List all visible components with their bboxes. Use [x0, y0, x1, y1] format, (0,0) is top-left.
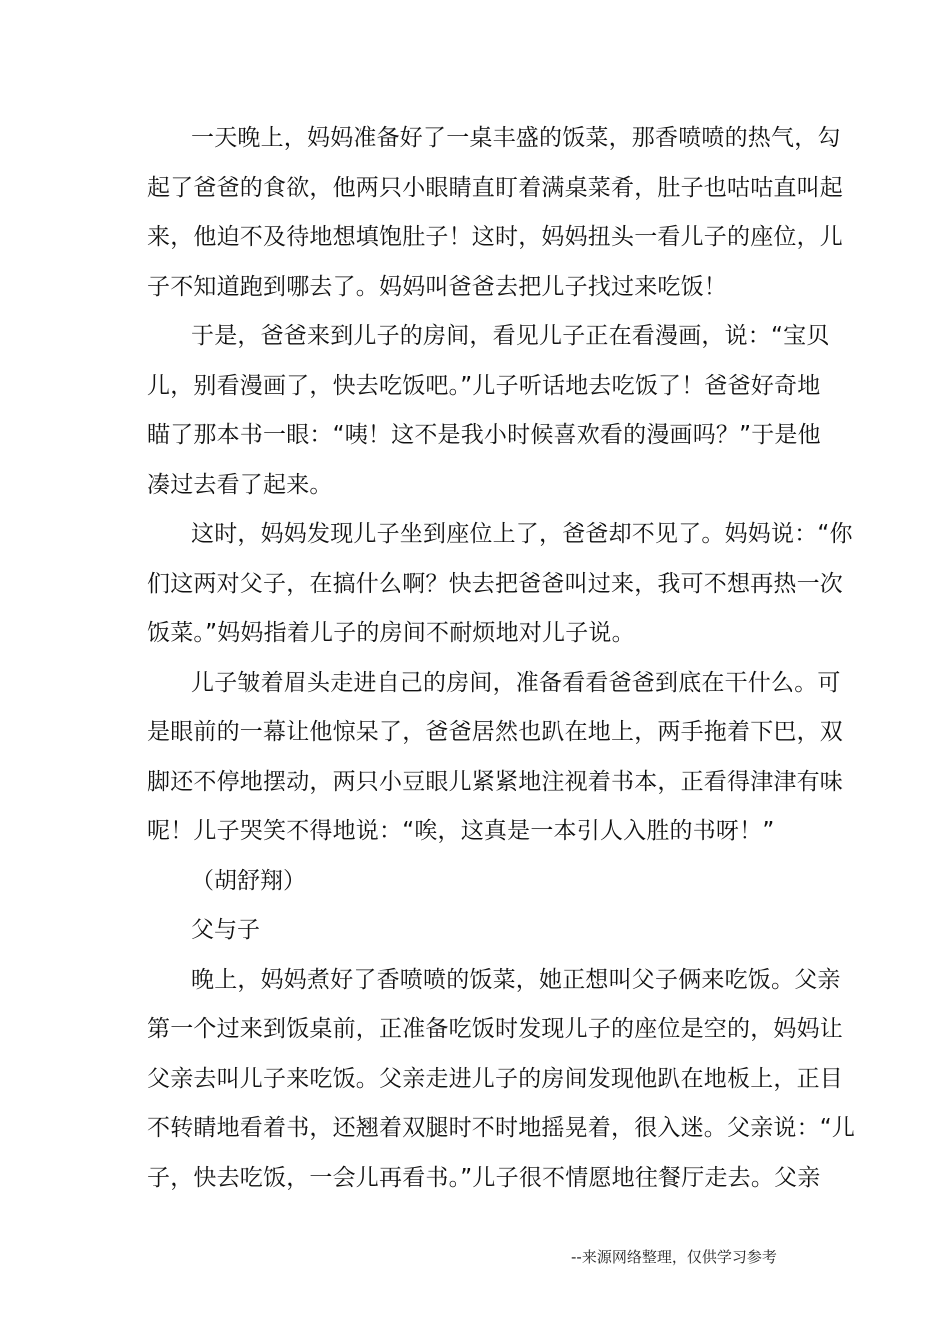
- text-line: 一天晚上，妈妈准备好了一桌丰盛的饭菜，那香喷喷的热气，勾: [191, 125, 841, 151]
- text-line: 呢！儿子哭笑不得地说：“唉，这真是一本引人入胜的书呀！”: [147, 818, 775, 844]
- text-line: 凑过去看了起来。: [147, 471, 333, 498]
- text-line: 第一个过来到饭桌前，正准备吃饭时发现儿子的座位是空的，妈妈让: [147, 1016, 843, 1042]
- text-line: 子，快去吃饭，一会儿再看书。”儿子很不情愿地往餐厅走去。父亲: [147, 1164, 821, 1191]
- text-line: 子不知道跑到哪去了。妈妈叫爸爸去把儿子找过来吃饭！: [147, 273, 727, 300]
- text-line: 们这两对父子，在搞什么啊？快去把爸爸叫过来，我可不想再热一次: [147, 570, 843, 597]
- text-line: 儿，别看漫画了，快去吃饭吧。”儿子听话地去吃饭了！爸爸好奇地: [147, 372, 821, 399]
- text-line: 这时，妈妈发现儿子坐到座位上了，爸爸却不见了。妈妈说：“你: [191, 521, 853, 547]
- paragraph-4: [147, 659, 843, 857]
- text-line: 脚还不停地摆动，两只小豆眼儿紧紧地注视着书本，正看得津津有味: [147, 768, 843, 795]
- text-line: 不转睛地看着书，还翘着双腿时不时地摇晃着，很入迷。父亲说：“儿: [147, 1115, 856, 1141]
- author-byline: （胡舒翔）: [191, 867, 306, 894]
- text-line: 晚上，妈妈煮好了香喷喷的饭菜，她正想叫父子俩来吃饭。父亲: [191, 966, 841, 993]
- document-body: [147, 114, 856, 1203]
- text-line: 于是，爸爸来到儿子的房间，看见儿子正在看漫画，说：“宝贝: [191, 323, 830, 349]
- text-line: 饭菜。”妈妈指着儿子的房间不耐烦地对儿子说。: [147, 620, 635, 646]
- section-title: 父与子: [191, 917, 260, 943]
- text-line: 瞄了那本书一眼：“咦！这不是我小时候喜欢看的漫画吗？”于是他: [147, 422, 821, 448]
- paragraph-2: [147, 312, 830, 510]
- text-line: 起了爸爸的食欲，他两只小眼睛直盯着满桌菜肴，肚子也咕咕直叫起: [147, 174, 843, 201]
- text-line: 来，他迫不及待地想填饱肚子！这时，妈妈扭头一看儿子的座位，儿: [147, 224, 843, 250]
- text-line: 儿子皱着眉头走进自己的房间，准备看看爸爸到底在干什么。可: [191, 669, 841, 696]
- text-line: 是眼前的一幕让他惊呆了，爸爸居然也趴在地上，两手拖着下巴，双: [147, 719, 843, 745]
- footer-note: --来源网络整理，仅供学习参考: [571, 1248, 777, 1266]
- paragraph-1: [147, 114, 843, 312]
- paragraph-5: [147, 956, 856, 1204]
- paragraph-3: [147, 510, 853, 659]
- text-line: 父亲去叫儿子来吃饭。父亲走进儿子的房间发现他趴在地板上，正目: [147, 1065, 843, 1092]
